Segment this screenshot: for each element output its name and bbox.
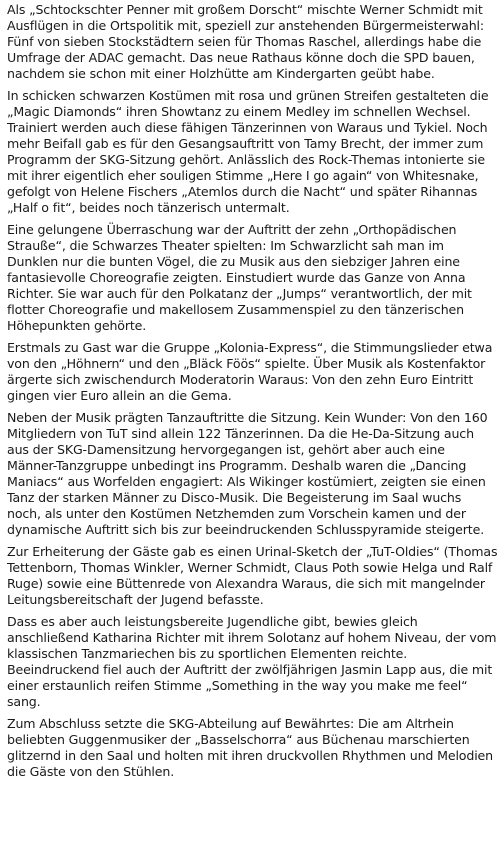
article-paragraph: Erstmals zu Gast war die Gruppe „Kolonia-Express“, die Stimmungslieder etwa von den „Höhnern“ und den „Bläck Föös“ spielte. Über Musik als Kostenfaktor ärgerte sich zwischendurch Moderatorin Waraus: Von den zehn Euro Eintritt gingen vier Euro allein an die Gema. <box>7 340 493 403</box>
article-paragraph: Zur Erheiterung der Gäste gab es einen Urinal-Sketch der „TuT-Oldies“ (Thomas Tettenborn, Thomas Winkler, Werner Schmidt, Claus Poth sowie Helga und Ralf Ruge) sowie eine Büttenrede von Alexandra Waraus, die sich mit mangelnder Leitungsbereitschaft der Jugend befasste. <box>7 544 498 607</box>
article-paragraph: Eine gelungene Überraschung war der Auftritt der zehn „Orthopädischen Strauße“, die Schwarzes Theater spielten: Im Schwarzlicht sah man im Dunklen nur die bunten Vögel, die zu Musik aus den siebziger Jahren eine fantasievolle Choreografie zeigten. Einstudiert wurde das Ganze von Anna Richter. Sie war auch für den Polkatanz der „Jumps“ verantwortlich, der mit flotter Choreografie und makellosem Zusammenspiel zu den tänzerischen Höhepunkten gehörte. <box>7 222 472 333</box>
article-paragraph: Dass es aber auch leistungsbereite Jugendliche gibt, bewies gleich anschließend Katharina Richter mit ihrem Solotanz auf hohem Niveau, der vom klassischen Tanzmariechen bis zu sportlichen Elementen reichte. Beeindruckend fiel auch der Auftritt der zwölfjährigen Jasmin Lapp aus, die mit einer erstaunlich reifen Stimme „Something in the way you make me feel“ sang. <box>7 614 497 709</box>
article-paragraph: Zum Abschluss setzte die SKG-Abteilung auf Bewährtes: Die am Altrhein beliebten Guggenmusiker der „Basselschorra“ aus Büchenau marschierten glitzernd in den Saal und holten mit ihren druckvollen Rhythmen und Melodien die Gäste von den Stühlen. <box>7 716 493 779</box>
article-paragraph: Neben der Musik prägten Tanzauftritte die Sitzung. Kein Wunder: Von den 160 Mitgliedern von TuT sind allein 122 Tänzerinnen. Da die He-Da-Sitzung auch aus der SKG-Damensitzung hervorgegangen ist, gehört aber auch eine Männer-Tanzgruppe unbedingt ins Programm. Deshalb waren die „Dancing Maniacs“ aus Worfelden engagiert: Als Wikinger kostümiert, zeigten sie einen Tanz der starken Männer zu Disco-Musik. Die Begeisterung im Saal wuchs noch, als unter den Kostümen Netzhemden zum Vorschein kamen und der dynamische Auftritt sich bis zur beeindruckenden Schlusspyramide steigerte. <box>7 410 488 537</box>
article-paragraph: In schicken schwarzen Kostümen mit rosa und grünen Streifen gestalteten die „Magic Diamonds“ ihren Showtanz zu einem Medley im schnellen Wechsel. Trainiert werden auch diese fähigen Tänzerinnen von Waraus und Tykiel. Noch mehr Beifall gab es für den Gesangsauftritt von Tamy Brecht, der immer zum Programm der SKG-Sitzung gehört. Anlässlich des Rock-Themas intonierte sie mit ihrer eigentlich eher souligen Stimme „Here I go again“ von Whitesnake, gefolgt von Helene Fischers „Atemlos durch die Nacht“ und später Rihannas „Half o fit“, beides noch tänzerisch untermalt. <box>7 88 489 215</box>
article-paragraph: Als „Schtockschter Penner mit großem Dorscht“ mischte Werner Schmidt mit Ausflügen in die Ortspolitik mit, speziell zur anstehenden Bürgermeisterwahl: Fünf von sieben Stockstädtern seien für Thomas Raschel, allerdings habe die Umfrage der ADAC gemacht. Das neue Rathaus könne doch die SPD bauen, nachdem sie schon mit einer Holzhütte am Kindergarten geübt habe. <box>7 2 484 81</box>
